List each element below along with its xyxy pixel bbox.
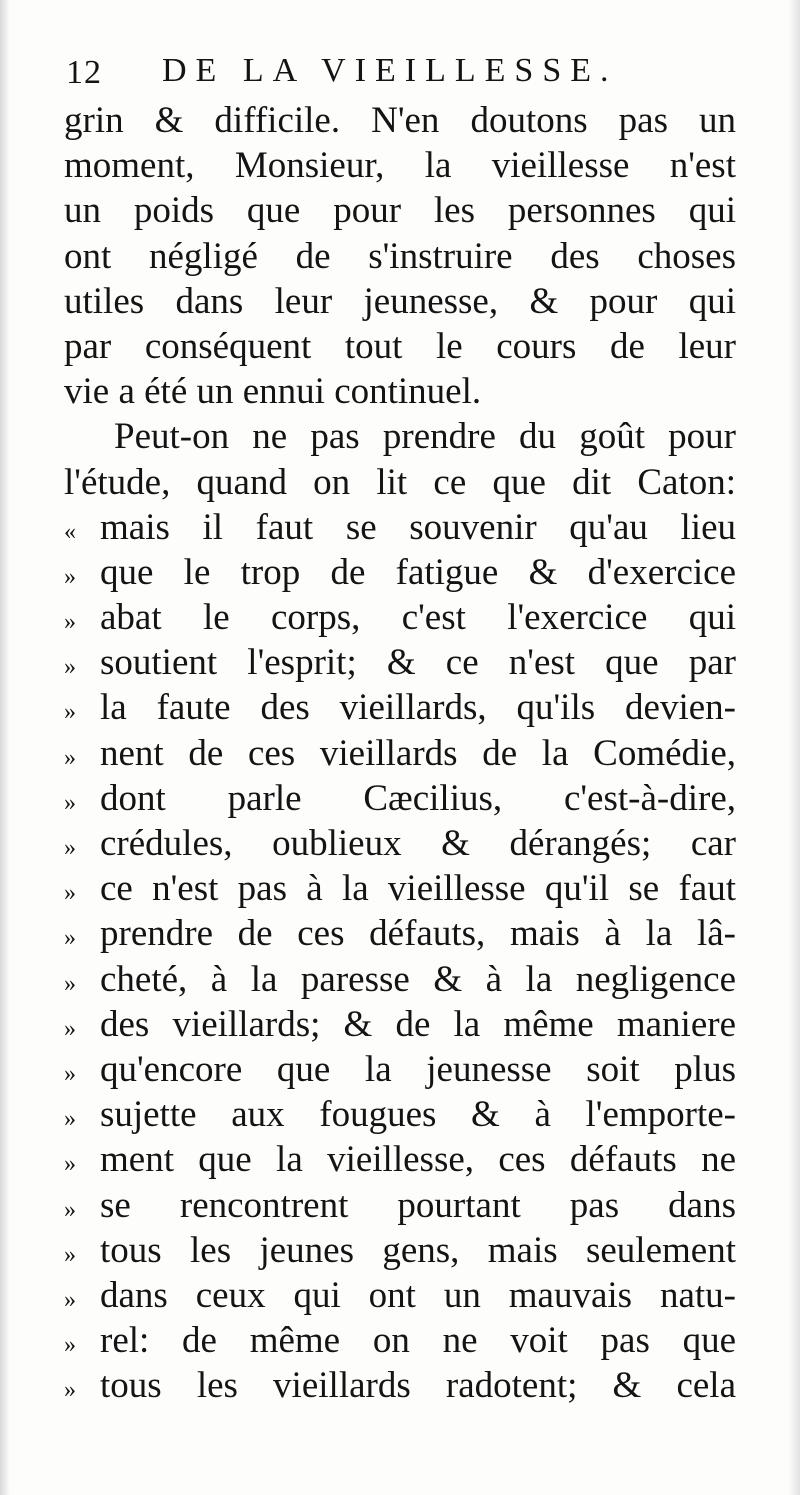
text-line bbox=[64, 143, 736, 188]
text-line bbox=[64, 324, 736, 369]
quote-text: prendre de ces défauts, mais à la lâ- bbox=[100, 913, 736, 955]
quote-line bbox=[64, 731, 736, 776]
quote-mark: » bbox=[64, 1151, 76, 1178]
quote-mark: » bbox=[64, 1015, 76, 1042]
text-line bbox=[64, 98, 736, 143]
quote-text: tous les vieillards radotent; & cela bbox=[100, 1365, 736, 1407]
quote-text: ce n'est pas à la vieillesse qu'il se faut bbox=[100, 868, 736, 910]
quote-text: cheté, à la paresse & à la negligence bbox=[100, 958, 736, 1000]
quote-text: ment que la vieillesse, ces défauts ne bbox=[100, 1139, 736, 1181]
quote-text: dans ceux qui ont un mauvais natu- bbox=[100, 1274, 736, 1316]
quote-mark: » bbox=[64, 744, 76, 771]
quote-mark: » bbox=[64, 563, 76, 590]
quote-text: se rencontrent pourtant pas dans bbox=[100, 1184, 736, 1226]
line-text: Peut-on ne pas prendre du goût pour bbox=[114, 416, 736, 458]
quote-mark: » bbox=[64, 789, 76, 816]
quote-line bbox=[64, 911, 736, 956]
quote-text: crédules, oublieux & dérangés; car bbox=[100, 823, 736, 864]
quote-mark: » bbox=[64, 925, 76, 952]
quote-text: qu'encore que la jeunesse soit plus bbox=[100, 1048, 736, 1090]
quote-line bbox=[64, 640, 736, 685]
line-text: par conséquent tout le cours de leur bbox=[64, 325, 736, 367]
quote-mark: » bbox=[64, 1106, 76, 1133]
quote-text: mais il faut se souvenir qu'au lieu bbox=[100, 506, 736, 548]
quote-mark: » bbox=[64, 1332, 76, 1359]
quote-text: abat le corps, c'est l'exercice qui bbox=[100, 597, 736, 639]
line-text: grin & difficile. N'en doutons pas un bbox=[64, 100, 736, 141]
quote-line bbox=[64, 957, 736, 1002]
quote-text: des vieillards; & de la même maniere bbox=[100, 1003, 736, 1045]
text-line bbox=[64, 188, 736, 233]
quote-line bbox=[64, 1318, 736, 1363]
line-text: ont négligé de s'instruire des choses bbox=[64, 235, 736, 277]
quote-mark: » bbox=[64, 1241, 76, 1268]
quote-mark: » bbox=[64, 1196, 76, 1223]
line-text: utiles dans leur jeunesse, & pour qui bbox=[64, 280, 736, 322]
quote-mark: « bbox=[64, 518, 76, 545]
quote-mark: » bbox=[64, 835, 76, 861]
text-line bbox=[64, 414, 736, 459]
quote-line bbox=[64, 1002, 736, 1047]
running-head: DE LA VIEILLESSE. bbox=[162, 52, 618, 89]
text-line bbox=[64, 460, 736, 505]
quote-line bbox=[64, 550, 736, 595]
page-edge-shadow bbox=[788, 0, 800, 1495]
quote-line bbox=[64, 1137, 736, 1182]
text-line bbox=[64, 279, 736, 324]
quote-line bbox=[64, 1047, 736, 1092]
line-text: l'étude, quand on lit ce que dit Caton: bbox=[64, 461, 736, 503]
quote-mark: » bbox=[64, 1060, 76, 1087]
page-number: 12 bbox=[66, 54, 102, 91]
quote-text: tous les jeunes gens, mais seulement bbox=[100, 1229, 736, 1271]
quote-line bbox=[64, 1363, 736, 1408]
quote-line bbox=[64, 1092, 736, 1137]
quote-text: que le trop de fatigue & d'exercice bbox=[100, 551, 736, 593]
body-text bbox=[64, 98, 736, 1408]
quote-mark: » bbox=[64, 609, 76, 636]
quote-mark: » bbox=[64, 880, 76, 907]
quote-mark: » bbox=[64, 654, 76, 681]
quote-text: soutient l'esprit; & ce n'est que par bbox=[100, 642, 736, 684]
text-line bbox=[64, 234, 736, 279]
line-text: moment, Monsieur, la vieillesse n'est bbox=[64, 145, 736, 187]
quote-text: nent de ces vieillards de la Comédie, bbox=[100, 732, 736, 774]
quote-mark: » bbox=[64, 699, 76, 726]
quote-text: sujette aux fougues & à l'emporte- bbox=[100, 1094, 736, 1136]
quote-mark: » bbox=[64, 1286, 76, 1313]
quote-text: dont parle Cæcilius, c'est-à-dire, bbox=[100, 777, 736, 819]
quote-line bbox=[64, 1183, 736, 1228]
line-text: vie a été un ennui continuel. bbox=[64, 371, 482, 413]
quote-mark: » bbox=[64, 970, 76, 997]
text-line bbox=[64, 369, 736, 414]
quote-line bbox=[64, 776, 736, 821]
quote-line bbox=[64, 595, 736, 640]
line-text: un poids que pour les personnes qui bbox=[64, 190, 736, 232]
quote-line bbox=[64, 685, 736, 730]
quote-mark: » bbox=[64, 1377, 76, 1404]
page-header bbox=[66, 52, 746, 100]
quote-line bbox=[64, 821, 736, 866]
quote-text: la faute des vieillards, qu'ils devien- bbox=[100, 687, 736, 729]
page-gutter-shadow bbox=[0, 0, 10, 1495]
quote-line bbox=[64, 1228, 736, 1273]
quote-line bbox=[64, 866, 736, 911]
quote-line bbox=[64, 505, 736, 550]
quote-text: rel: de même on ne voit pas que bbox=[100, 1320, 736, 1362]
quote-line bbox=[64, 1273, 736, 1318]
